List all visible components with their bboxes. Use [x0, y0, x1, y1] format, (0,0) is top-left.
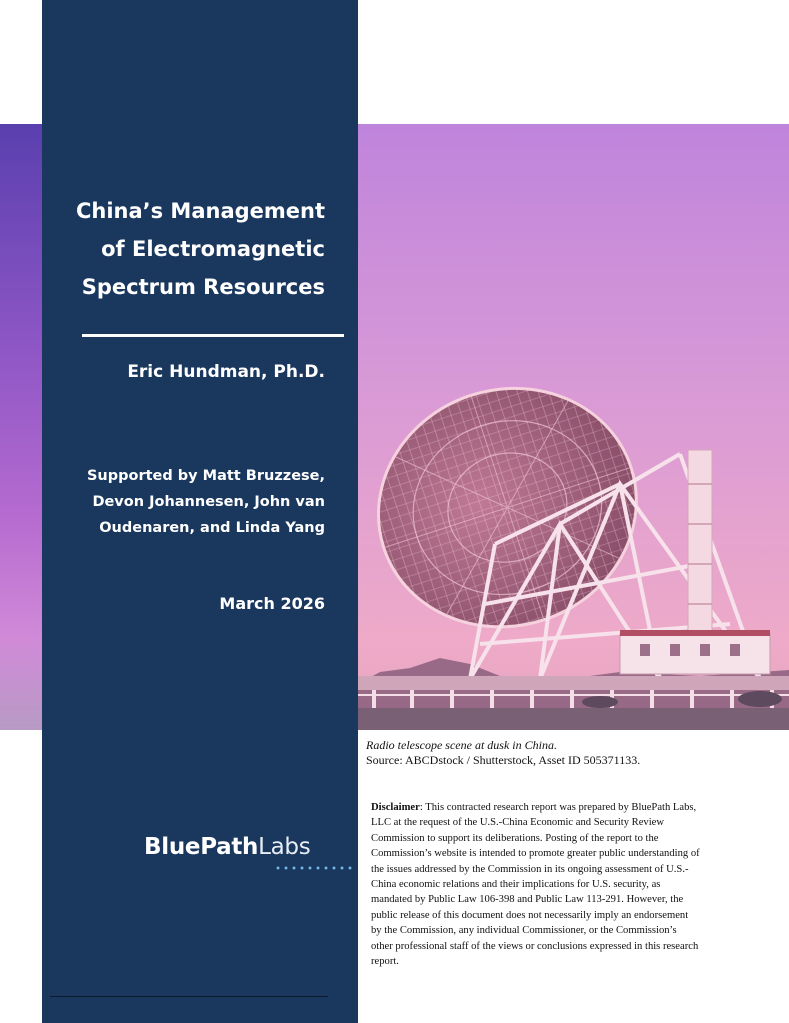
photo-caption — [366, 738, 776, 768]
supporters-line: Devon Johannesen, John van — [92, 494, 325, 510]
disclaimer — [371, 800, 701, 969]
logo-wordmark-bold: BluePath — [144, 834, 259, 860]
logo-wordmark-light: Labs — [258, 834, 311, 860]
title-line: of Electromagnetic — [101, 237, 325, 261]
supporters-line: Oudenaren, and Linda Yang — [99, 520, 325, 536]
caption-text: Radio telescope scene at dusk in China. — [366, 738, 557, 752]
publication-date: March 2026 — [219, 594, 325, 613]
title-divider — [82, 334, 344, 337]
supporting-authors — [55, 463, 325, 541]
photo-left-edge — [0, 124, 42, 730]
supporters-line: Supported by Matt Bruzzese, — [86, 468, 325, 484]
bluepath-labs-logo — [144, 834, 310, 860]
title-line: China’s Management — [75, 199, 325, 223]
photo-source: Source: ABCDstock / Shutterstock, Asset ID 505371133. — [366, 753, 641, 767]
title-line: Spectrum Resources — [81, 275, 325, 299]
author-name: Eric Hundman, Ph.D. — [127, 362, 325, 382]
disclaimer-label: Disclaimer — [371, 802, 420, 813]
logo-dots-icon — [274, 866, 354, 870]
title-panel — [42, 0, 358, 1023]
footer-rule — [50, 996, 328, 997]
report-title — [55, 192, 325, 306]
disclaimer-text: : This contracted research report was prepared by BluePath Labs, LLC at the request of the U.S.-China Economic and Security Review Commission to support its deliberations. Posting of the report to the Commission’s website is intended to promote greater public understanding of the issues addressed by the Commission in its ongoing assessment of U.S.-China economic relations and their implications for U.S. security, as mandated by Public Law 106-398 and Public Law 113-291. However, the public release of this document does not necessarily imply an endorsement by the Commission, any individual Commissioner, or the Commission’s other professional staff of the views or conclusions expressed in this research report. — [371, 802, 700, 968]
